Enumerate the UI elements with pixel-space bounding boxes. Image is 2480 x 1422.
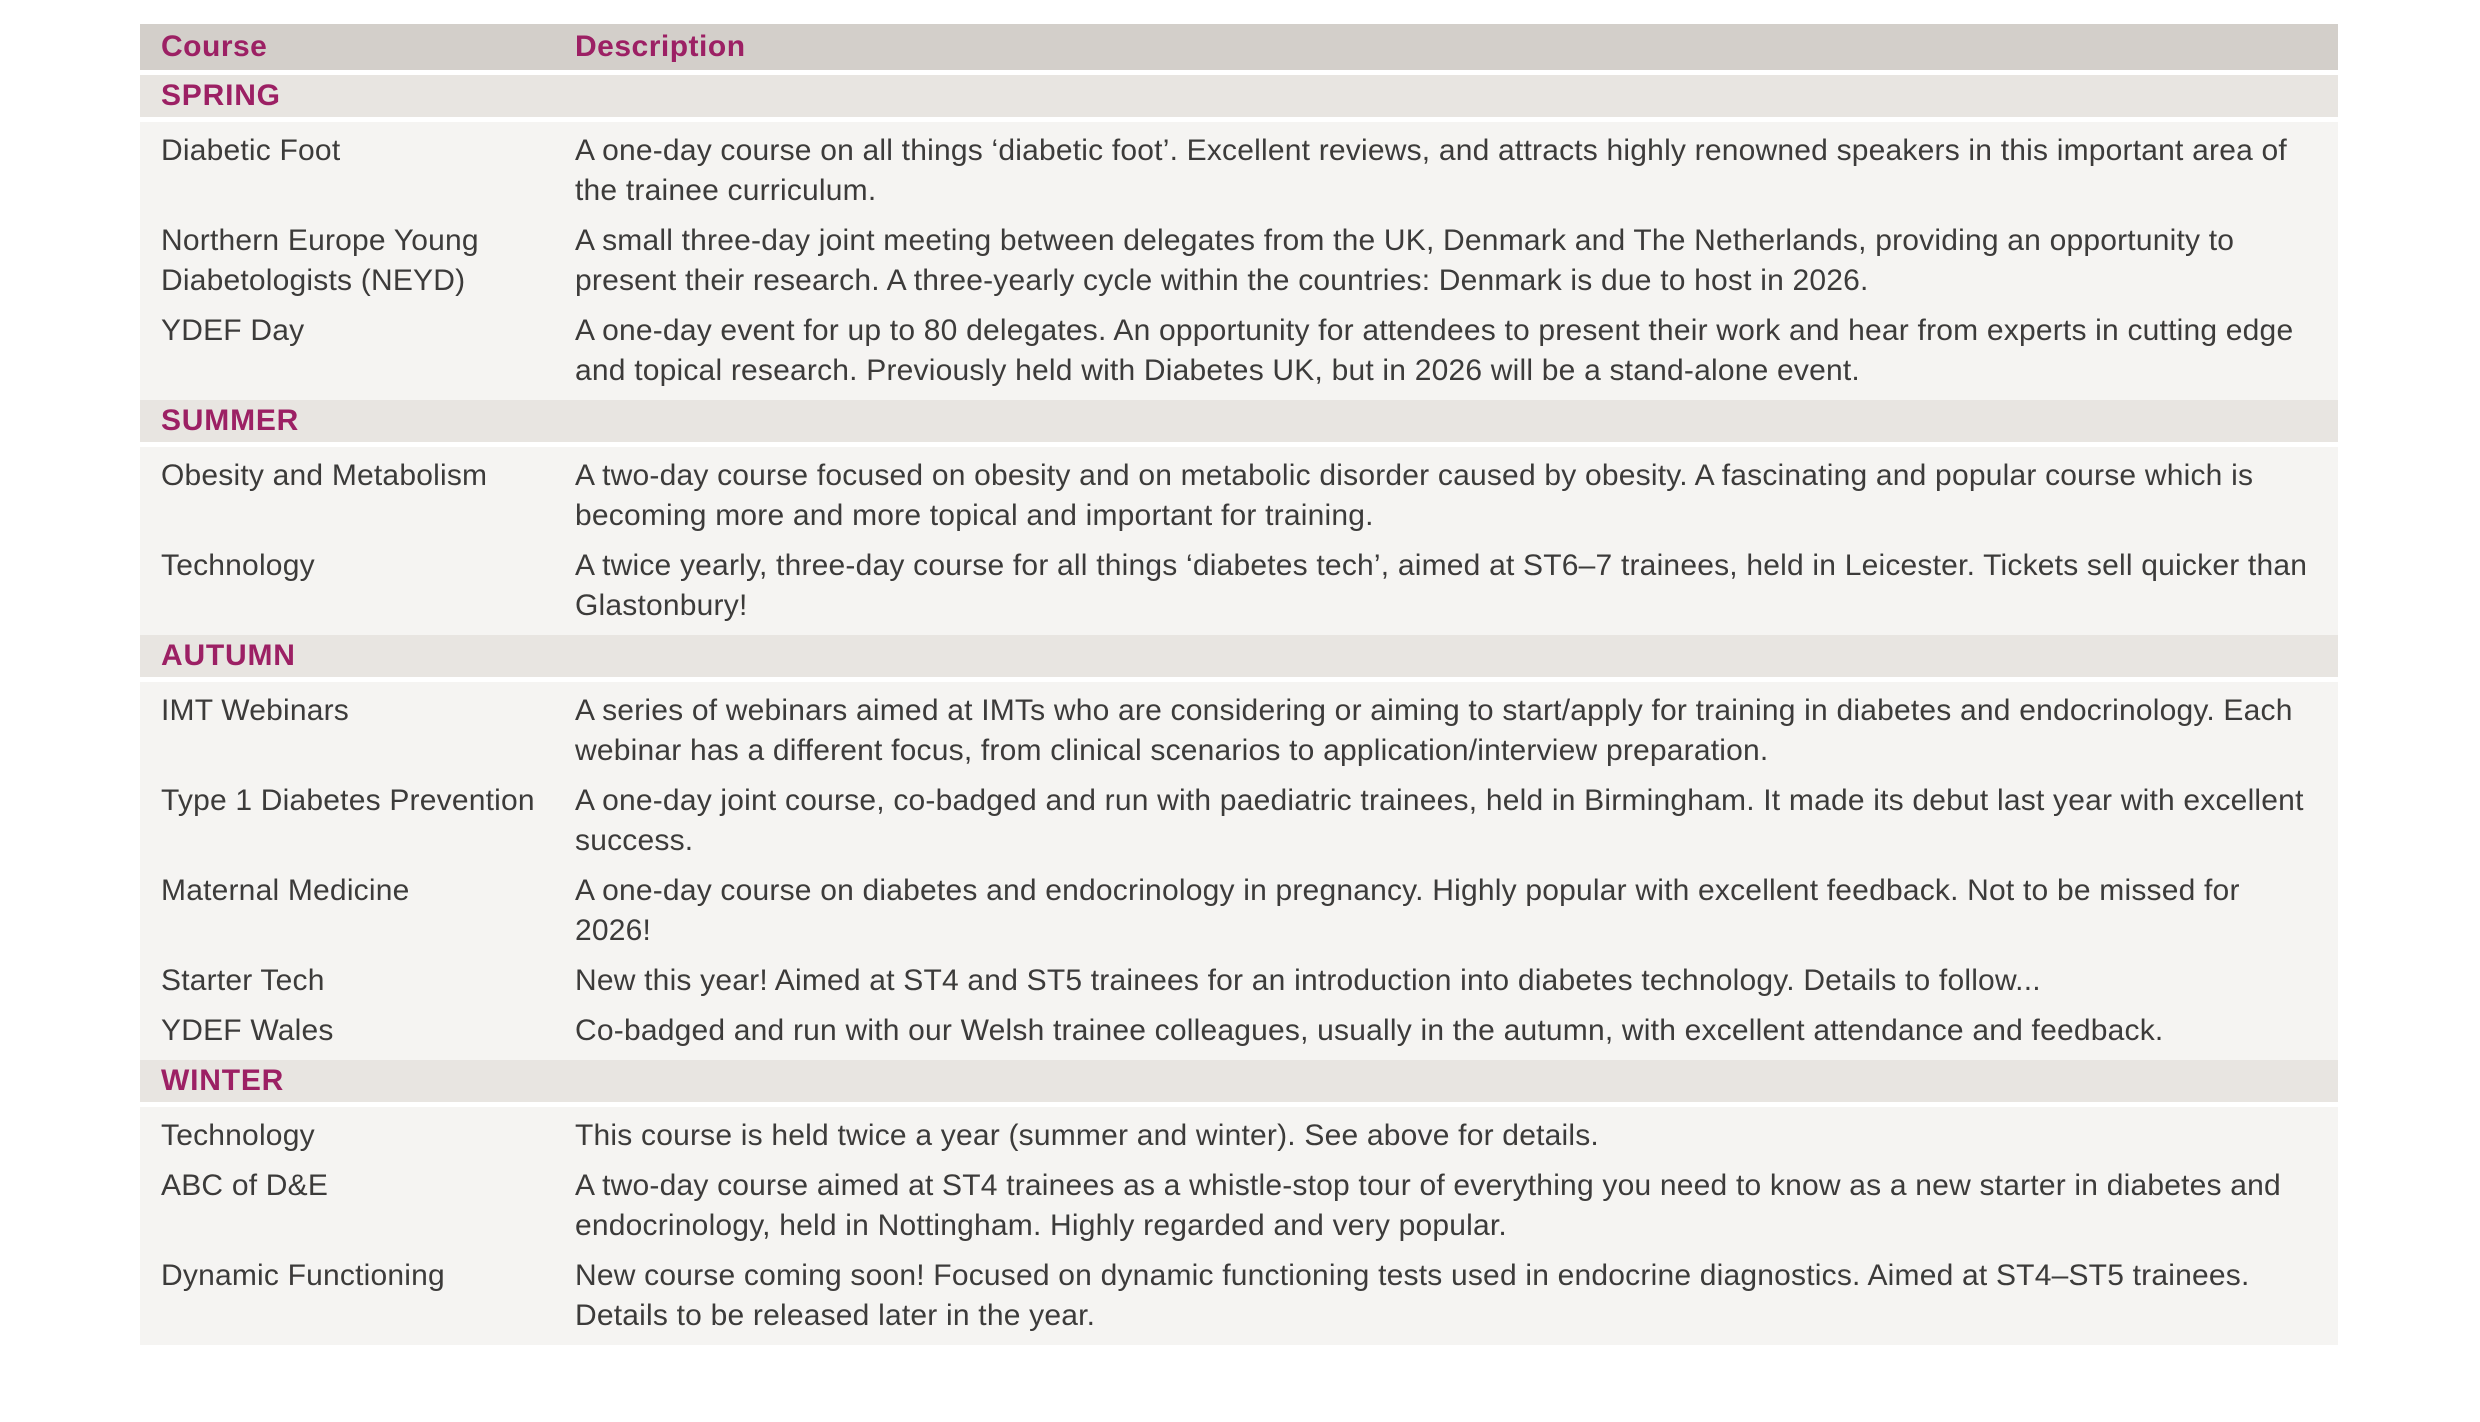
course-row <box>140 1161 2338 1251</box>
course-name-cell: Type 1 Diabetes Prevention <box>161 784 535 817</box>
season-row <box>140 635 2338 677</box>
course-name-cell: Diabetic Foot <box>161 134 341 167</box>
season-row <box>140 400 2338 442</box>
season-section <box>140 400 2338 635</box>
course-description-cell: A small three-day joint meeting between delegates from the UK, Denmark and The Netherlands, providing an opportunity to present their research. A three-yearly cycle within the countries: Denmark is due to host in 2026. <box>575 224 2235 297</box>
table-sections <box>140 75 2338 1345</box>
course-description-cell: This course is held twice a year (summer and winter). See above for details. <box>575 1119 1599 1152</box>
course-row <box>140 126 2338 216</box>
season-label: SUMMER <box>161 404 300 437</box>
course-row <box>140 866 2338 956</box>
season-row <box>140 75 2338 117</box>
season-label: WINTER <box>161 1064 285 1097</box>
season-label: SPRING <box>161 79 281 112</box>
season-body <box>140 682 2338 1060</box>
course-row <box>140 776 2338 866</box>
course-description-cell: A series of webinars aimed at IMTs who are considering or aiming to start/apply for training in diabetes and endocrinology. Each webinar has a different focus, from clinical scenarios to application/interview preparation. <box>575 694 2293 767</box>
course-row <box>140 1111 2338 1161</box>
course-name-cell: Obesity and Metabolism <box>161 459 488 492</box>
column-header-course: Course <box>161 30 268 63</box>
course-description-cell: A twice yearly, three-day course for all things ‘diabetes tech’, aimed at ST6–7 trainees, held in Leicester. Tickets sell quicker than Glastonbury! <box>575 549 2308 622</box>
column-header-description: Description <box>575 30 746 63</box>
season-body <box>140 1107 2338 1345</box>
course-description-cell: A two-day course focused on obesity and on metabolic disorder caused by obesity. A fascinating and popular course which is becoming more and more topical and important for training. <box>575 459 2254 532</box>
course-row <box>140 216 2338 306</box>
course-row <box>140 451 2338 541</box>
course-name-cell: IMT Webinars <box>161 694 350 727</box>
season-section <box>140 75 2338 400</box>
course-name-cell: YDEF Wales <box>161 1014 334 1047</box>
season-section <box>140 1060 2338 1345</box>
course-description-cell: A one-day course on diabetes and endocrinology in pregnancy. Highly popular with excellent feedback. Not to be missed for 2026! <box>575 874 2240 947</box>
course-name-cell: ABC of D&E <box>161 1169 329 1202</box>
courses-table <box>140 24 2338 1345</box>
course-description-cell: A two-day course aimed at ST4 trainees as a whistle-stop tour of everything you need to know as a new starter in diabetes and endocrinology, held in Nottingham. Highly regarded and very popular. <box>575 1169 2281 1242</box>
course-description-cell: New this year! Aimed at ST4 and ST5 trainees for an introduction into diabetes technology. Details to follow... <box>575 964 2041 997</box>
course-name-cell: Technology <box>161 549 315 582</box>
course-row <box>140 956 2338 1006</box>
course-row <box>140 306 2338 396</box>
course-name-cell: Northern Europe Young Diabetologists (NEYD) <box>161 224 479 297</box>
season-row <box>140 1060 2338 1102</box>
course-name-cell: Dynamic Functioning <box>161 1259 445 1292</box>
season-body <box>140 447 2338 635</box>
course-name-cell: Starter Tech <box>161 964 325 997</box>
season-section <box>140 635 2338 1060</box>
course-description-cell: A one-day joint course, co-badged and run with paediatric trainees, held in Birmingham. It made its debut last year with excellent success. <box>575 784 2304 857</box>
course-row <box>140 1251 2338 1341</box>
course-row <box>140 541 2338 631</box>
course-name-cell: Maternal Medicine <box>161 874 410 907</box>
course-description-cell: A one-day event for up to 80 delegates. An opportunity for attendees to present their work and hear from experts in cutting edge and topical research. Previously held with Diabetes UK, but in 2026 will be a stand-alone event. <box>575 314 2294 387</box>
table-header-row <box>140 24 2338 70</box>
course-description-cell: Co-badged and run with our Welsh trainee colleagues, usually in the autumn, with excellent attendance and feedback. <box>575 1014 2164 1047</box>
course-description-cell: New course coming soon! Focused on dynamic functioning tests used in endocrine diagnostics. Aimed at ST4–ST5 trainees. Details to be released later in the year. <box>575 1259 2250 1332</box>
season-body <box>140 122 2338 400</box>
course-row <box>140 686 2338 776</box>
course-row <box>140 1006 2338 1056</box>
course-name-cell: YDEF Day <box>161 314 305 347</box>
season-label: AUTUMN <box>161 639 296 672</box>
course-description-cell: A one-day course on all things ‘diabetic foot’. Excellent reviews, and attracts highly renowned speakers in this important area of the trainee curriculum. <box>575 134 2287 207</box>
course-name-cell: Technology <box>161 1119 315 1152</box>
